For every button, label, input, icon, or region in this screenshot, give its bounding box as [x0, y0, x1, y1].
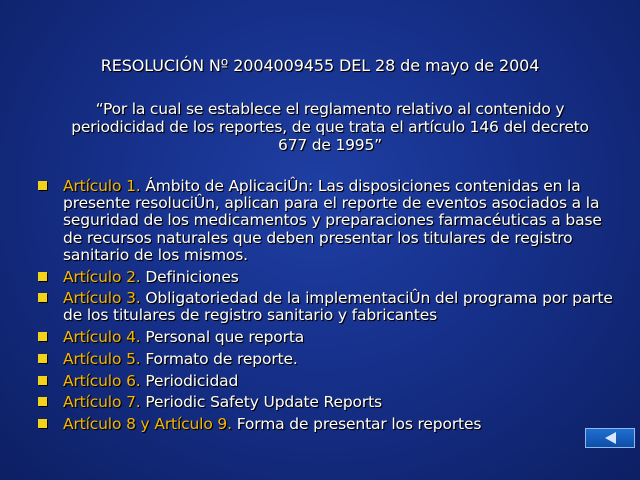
- list-item: [38, 178, 613, 264]
- article-label: Artículo 4.: [63, 328, 141, 347]
- article-label: Artículo 1.: [63, 177, 141, 195]
- article-text: Obligatoriedad de la implementaciÛn del programa por parte de los titulares de registro sanitario y fabricantes: [63, 289, 613, 325]
- bullet-icon: [38, 332, 47, 341]
- bullet-icon: [38, 354, 47, 363]
- article-text: Definiciones: [145, 267, 239, 286]
- list-item: [38, 373, 613, 390]
- article-label: Artículo 7.: [63, 393, 141, 412]
- article-text: Formato de reporte.: [145, 349, 298, 368]
- article-text: Periodic Safety Update Reports: [145, 393, 382, 412]
- bullet-icon: [38, 293, 47, 302]
- left-arrow-icon: [605, 432, 616, 444]
- back-button[interactable]: [585, 428, 635, 448]
- article-text: Ámbito de AplicaciÛn: Las disposiciones contenidas en la presente resoluciÛn, aplican para el reporte de eventos asociados a la seguridad de los medicamentos y preparaciones farmacéuticas a base de recursos naturales que deben presentar los titulares de registro sanitario de los mismos.: [63, 177, 602, 264]
- article-label: Artículo 8 y Artículo 9.: [63, 414, 232, 433]
- slide-subtitle: “Por la cual se establece el reglamento relativo al contenido y periodicidad de los reportes, de que trata el artículo 146 del decreto 677 de 1995”: [71, 100, 589, 154]
- list-item: [38, 394, 613, 411]
- list-item: [38, 416, 613, 433]
- article-label: Artículo 5.: [63, 349, 141, 368]
- article-list: [38, 178, 613, 438]
- bullet-icon: [38, 397, 47, 406]
- bullet-icon: [38, 181, 47, 190]
- bullet-icon: [38, 419, 47, 428]
- article-label: Artículo 6.: [63, 371, 141, 390]
- article-label: Artículo 3.: [63, 289, 141, 308]
- article-text: Periodicidad: [145, 371, 239, 390]
- article-text: Forma de presentar los reportes: [236, 414, 482, 433]
- list-item: [38, 351, 613, 368]
- article-text: Personal que reporta: [145, 328, 305, 347]
- list-item: [38, 269, 613, 286]
- article-label: Artículo 2.: [63, 267, 141, 286]
- list-item: [38, 290, 613, 324]
- list-item: [38, 329, 613, 346]
- bullet-icon: [38, 376, 47, 385]
- slide-title: RESOLUCIÓN Nº 2004009455 DEL 28 de mayo de 2004: [100, 56, 540, 75]
- bullet-icon: [38, 272, 47, 281]
